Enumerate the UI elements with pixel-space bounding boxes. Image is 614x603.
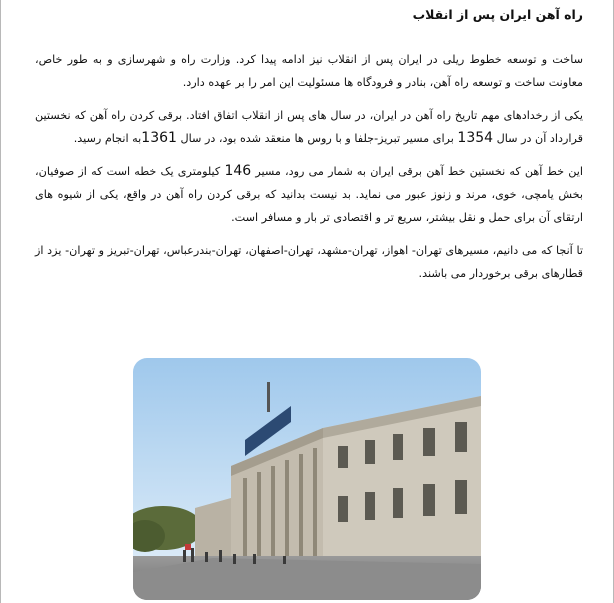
- document-body: [35, 0, 583, 285]
- paragraph-1-text: ساخت و توسعه خطوط ریلی در ایران پس از انقلاب نیز ادامه پیدا کرد. وزارت راه و شهرسازی و به طور خاص، معاونت ساخت و توسعه راه آهن، بنادر و فرودگاه ها مسئولیت این امر را بر عهده دارد.: [35, 53, 583, 89]
- station-illustration: [133, 358, 481, 600]
- building-left-wing: [195, 498, 231, 558]
- distance-146: 146: [224, 163, 252, 179]
- paragraph-1: [35, 48, 583, 94]
- paragraph-2-text-a: یکی از رخدادهای مهم تاریخ راه آهن در ایران، در سال های پس از انقلاب اتفاق افتاد. برقی کردن راه آهن که نخستین قرارداد آن در سال: [35, 109, 583, 145]
- paragraph-4: [35, 239, 583, 285]
- paragraph-2-text-b: برای مسیر تبریز-جلفا و با روس ها منعقد شده بود، در سال: [176, 132, 458, 145]
- paragraph-2: [35, 104, 583, 150]
- paragraph-3-text-b: کیلومتری یک خطه است که از صوفیان، بخش یامچی، خوی، مرند و زنوز عبور می نماید. بد نیست بدانید که برقی کردن راه آهن در واقع، یکی از شیوه های ارتقای آن برای حمل و نقل بیشتر، سریع تر و اقتصادی تر بار و مسافر است.: [35, 165, 583, 224]
- paragraph-3: [35, 160, 583, 229]
- year-1361: 1361: [141, 130, 177, 146]
- document-title: راه آهن ایران پس از انقلاب: [412, 7, 583, 22]
- station-photo: [133, 358, 481, 600]
- paragraph-2-text-c: به انجام رسید.: [73, 132, 142, 145]
- paragraph-4-text: تا آنجا که می دانیم، مسیرهای تهران- اهواز، تهران-مشهد، تهران-اصفهان، تهران-بندرعباس، تهران-تبریز و تهران- یزد از قطارهای برقی برخوردار می باشند.: [35, 244, 583, 280]
- paragraph-3-text-a: این خط آهن که نخستین خط آهن برقی ایران به شمار می رود، مسیر: [251, 165, 583, 178]
- year-1354: 1354: [457, 130, 494, 146]
